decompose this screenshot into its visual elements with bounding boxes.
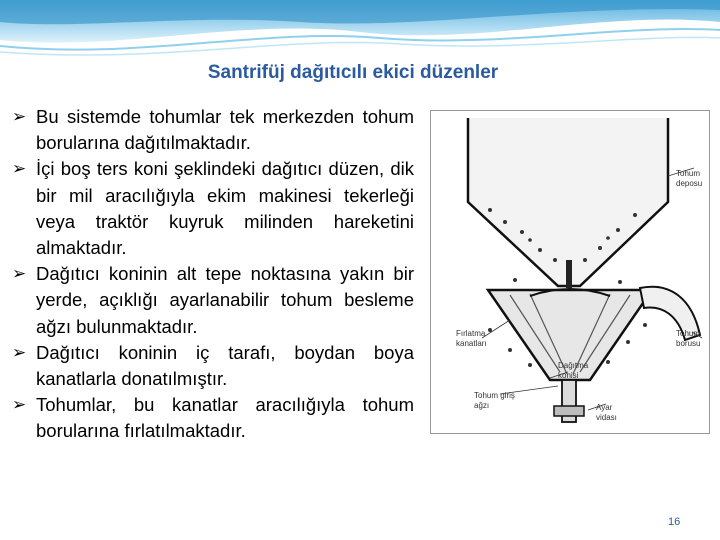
drive-shaft-top: [566, 260, 572, 288]
centrifugal-seeder-diagram: [430, 110, 710, 434]
label-seed-tube: borusu: [676, 339, 701, 348]
arrow-bullet-icon: ➢: [12, 159, 27, 179]
label-distributing-cone: konisi: [558, 371, 579, 380]
arrow-bullet-icon: ➢: [12, 107, 27, 126]
label-seed-hopper: Tohum: [676, 169, 701, 178]
bullet-text: Tohumlar, bu kanatlar aracılığıyla tohum borularına fırlatılmaktadır.: [36, 394, 414, 442]
label-seed-hopper: deposu: [676, 179, 703, 188]
header-wave-decoration: [0, 0, 720, 70]
bullet-text: Bu sistemde tohumlar tek merkezden tohum borularına dağıtılmaktadır.: [36, 106, 414, 154]
bullet-item: [12, 261, 414, 340]
arrow-bullet-icon: ➢: [12, 395, 27, 415]
label-distributing-cone: Dağıtma: [558, 361, 589, 370]
bullet-text: Dağıtıcı koninin iç tarafı, boydan boya kanatlarla donatılmıştır.: [36, 341, 414, 390]
slide-title: Santrifüj dağıtıcılı ekici düzenler: [207, 62, 499, 83]
label-throwing-vanes: Fırlatma: [456, 329, 486, 338]
bullet-item: [12, 340, 414, 392]
label-seed-tube: Tohum: [676, 329, 701, 338]
label-throwing-vanes: kanatları: [456, 339, 487, 348]
bullet-text: İçi boş ters koni şeklindeki dağıtıcı düzen, dik bir mil aracılığıyla ekim makinesi tekerleği veya traktör kuyruk milinden hareketini almaktadır.: [36, 158, 414, 259]
arrow-bullet-icon: ➢: [12, 264, 27, 284]
label-adjusting-screw: Ayar: [596, 403, 613, 412]
bullet-item: [12, 104, 414, 156]
bullet-item: [12, 392, 414, 444]
label-seed-inlet: ağzı: [474, 401, 490, 410]
bullet-list: [12, 104, 414, 445]
label-adjusting-screw: vidası: [596, 413, 617, 422]
arrow-bullet-icon: ➢: [12, 342, 27, 362]
bullet-text: Dağıtıcı koninin alt tepe noktasına yakın bir yerde, açıklığı ayarlanabilir tohum besleme ağzı bulunmaktadır.: [36, 263, 414, 337]
page-number: 16: [668, 516, 681, 528]
label-seed-inlet: Tohum giriş: [474, 391, 515, 400]
bullet-item: [12, 156, 414, 261]
